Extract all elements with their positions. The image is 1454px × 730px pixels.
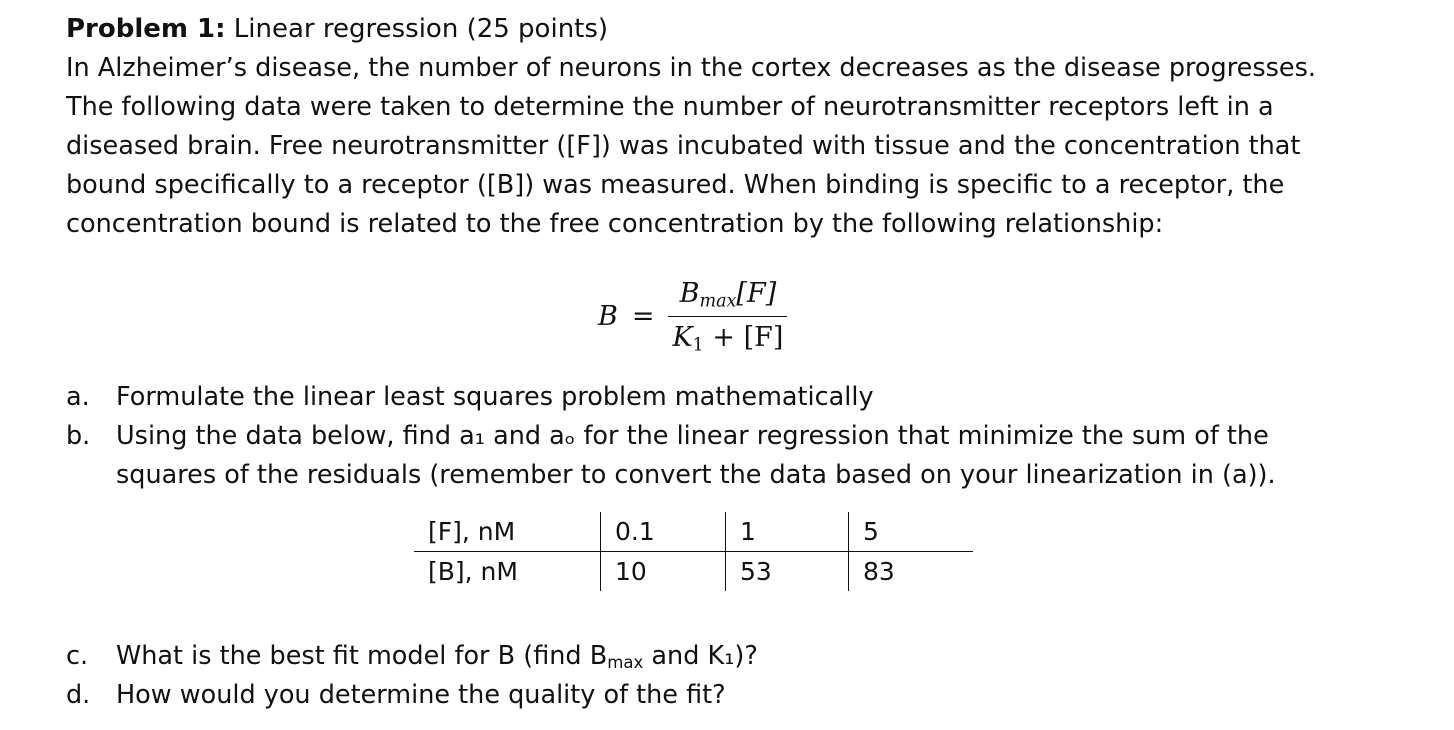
equation-lhs: B — [598, 301, 618, 333]
question-letter: c. — [66, 641, 89, 671]
problem-title: Linear regression (25 points) — [225, 14, 609, 44]
paragraph-line: diseased brain. Free neurotransmitter ([F]) was incubated with tissue and the concentration that — [66, 131, 1301, 161]
paragraph-line: In Alzheimer’s disease, the number of neurons in the cortex decreases as the disease progresses. — [66, 53, 1316, 83]
table-row — [414, 512, 973, 552]
question-text: Formulate the linear least squares problem mathematically — [116, 382, 874, 412]
table-cell: 5 — [849, 512, 974, 552]
table-row — [414, 552, 973, 592]
question-text: How would you determine the quality of the fit? — [116, 680, 726, 710]
equation-fraction — [668, 278, 787, 356]
question-text: What is the best fit model for B (find $B_{max}$ and K₁)? — [116, 641, 758, 673]
table-cell: 10 — [601, 552, 726, 592]
equation-numerator: $B_{max}[F]$ — [679, 278, 777, 312]
equation-equals: = — [631, 301, 655, 333]
problem-number: Problem 1: — [66, 14, 226, 44]
row-label: [B], nM — [428, 557, 518, 586]
question-letter: a. — [66, 382, 90, 412]
question-text: squares of the residuals (remember to convert the data based on your linearization in (a)). — [116, 460, 1276, 490]
binding-equation — [598, 278, 787, 356]
question-letter: b. — [66, 421, 91, 451]
paragraph-line: The following data were taken to determine the number of neurotransmitter receptors left in a — [66, 92, 1274, 122]
row-label: [F], nM — [414, 512, 601, 552]
table-cell: 1 — [726, 512, 849, 552]
equation-denominator: $K_1 + [F]$ — [668, 316, 787, 355]
problem-heading — [66, 10, 1366, 49]
paragraph-line: concentration bound is related to the free concentration by the following relationship: — [66, 209, 1164, 239]
table-cell: 53 — [726, 552, 849, 592]
question-text: Using the data below, find a₁ and aₒ for the linear regression that minimize the sum of the — [116, 421, 1269, 451]
data-table — [414, 512, 973, 591]
table-cell: 0.1 — [601, 512, 726, 552]
paragraph-line: bound specifically to a receptor ([B]) was measured. When binding is specific to a receptor, the — [66, 170, 1285, 200]
table-cell: 83 — [849, 552, 974, 592]
problem-statement — [66, 10, 1366, 244]
question-letter: d. — [66, 680, 91, 710]
problem-paragraph — [66, 49, 1366, 244]
